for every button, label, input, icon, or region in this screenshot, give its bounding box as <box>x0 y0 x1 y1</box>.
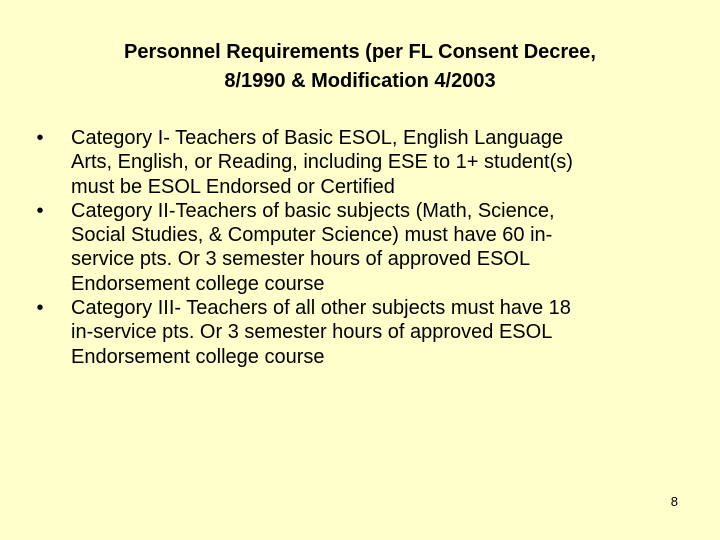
bullet-line: in-service pts. Or 3 semester hours of approved ESOL <box>71 321 553 344</box>
bullet-list <box>30 126 690 369</box>
slide-title-line: 8/1990 & Modification 4/2003 <box>224 70 496 92</box>
bullet-item-category-2 <box>30 199 690 296</box>
bullet-line: Category II-Teachers of basic subjects (Math, Science, <box>71 199 555 222</box>
bullet-text <box>71 126 690 199</box>
slide-title-line: Personnel Requirements (per FL Consent Decree, <box>124 41 596 63</box>
bullet-line: Endorsement college course <box>71 345 325 368</box>
bullet-icon: • <box>36 127 44 149</box>
bullet-line: Category III- Teachers of all other subjects must have 18 <box>71 297 571 320</box>
bullet-text <box>71 199 690 296</box>
slide-title <box>40 38 680 96</box>
bullet-line: service pts. Or 3 semester hours of approved ESOL <box>71 248 531 271</box>
bullet-icon: • <box>36 199 44 222</box>
page-number: 8 <box>670 494 678 509</box>
bullet-item-category-3 <box>30 296 690 369</box>
bullet-icon: • <box>36 297 44 320</box>
bullet-text <box>71 296 690 369</box>
bullet-item-category-1 <box>30 126 690 199</box>
bullet-line: Endorsement college course <box>71 272 325 295</box>
bullet-line: Arts, English, or Reading, including ESE to 1+ student(s) <box>71 151 573 174</box>
bullet-line: Social Studies, & Computer Science) must have 60 in- <box>71 224 553 247</box>
bullet-line: Category I- Teachers of Basic ESOL, English Language <box>71 127 564 149</box>
bullet-line: must be ESOL Endorsed or Certified <box>71 175 395 198</box>
